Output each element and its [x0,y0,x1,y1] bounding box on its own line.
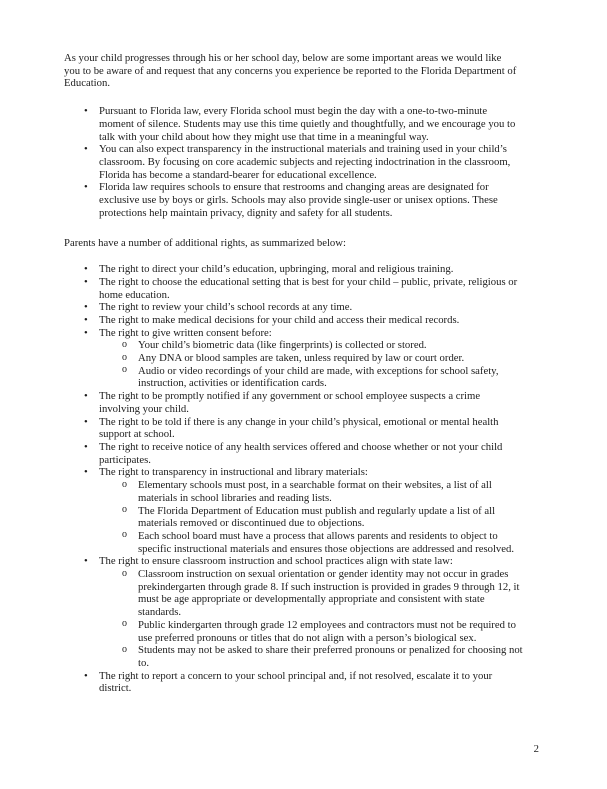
circle-bullet-icon: o [122,567,127,579]
list-item [64,181,566,219]
sub-list-item [99,619,566,644]
bullet-icon: • [84,669,88,682]
sub-bullet-list [99,339,566,390]
list-item-text: The right to transparency in instructional and library materials: [99,466,368,479]
bullet-icon: • [84,301,88,314]
sub-list-item-text: Any DNA or blood samples are taken, unless required by law or court order. [138,352,465,365]
bullet-icon: • [84,466,88,479]
list-item-text: You can also expect transparency in the instructional materials and training used in your child’s classroom. By focusing on core academic subjects and rejecting indoctrination in the classroom, Florida has become a standard-bearer for educational excellence. [99,143,511,181]
list-item [64,301,566,314]
sub-list-item [99,339,566,352]
sub-list-item [99,352,566,365]
list-item-text: The right to ensure classroom instruction and school practices align with state law: [99,555,453,568]
circle-bullet-icon: o [122,478,127,490]
sub-list-item-text: Your child’s biometric data (like fingerprints) is collected or stored. [138,339,427,352]
bullet-icon: • [84,263,88,276]
bullet-icon: • [84,555,88,568]
sub-list-item [99,568,566,619]
page-number: 2 [533,743,539,755]
sub-bullet-list [99,479,566,555]
bullet-icon: • [84,440,88,453]
list-item [64,143,566,181]
sub-list-item-text: Students may not be asked to share their preferred pronouns or penalized for choosing not to. [138,644,523,669]
list-item-text: The right to give written consent before: [99,326,272,339]
list-item [64,441,566,466]
circle-bullet-icon: o [122,529,127,541]
bullet-icon: • [84,415,88,428]
list-item [64,314,566,327]
bullet-icon: • [84,313,88,326]
list-item-text: The right to be told if there is any change in your child’s physical, emotional or mental health support at school. [99,415,499,441]
sub-list-item [99,505,566,530]
document-content [64,52,566,695]
bullet-icon: • [84,390,88,403]
sub-list-item [99,365,566,390]
bullet-list [64,263,566,695]
paragraph: As your child progresses through his or her school day, below are some important areas we would like you to be aware of and request that any concerns you experience be reported to the Florida Department of Education. [64,52,517,90]
circle-bullet-icon: o [122,351,127,363]
bullet-list [64,105,566,219]
list-item-text: The right to receive notice of any health services offered and choose whether or not your child participates. [99,440,503,466]
sub-list-item [99,530,566,555]
list-item-text: The right to report a concern to your school principal and, if not resolved, escalate it to your district. [99,669,493,695]
sub-list-item-text: Classroom instruction on sexual orientation or gender identity may not occur in grades prekindergarten through grade 8. If such instruction is provided in grades 9 through 12, it must be age appropriate or developmentally appropriate and consistent with state standards. [138,568,520,619]
list-item-text: Florida law requires schools to ensure that restrooms and changing areas are designated for exclusive use by boys or girls. Schools may also provide single-user or unisex options. These protections help maintain privacy, dignity and safety for all students. [99,181,498,219]
list-item-text: Pursuant to Florida law, every Florida school must begin the day with a one-to-two-minute moment of silence. Students may use this time quietly and thoughtfully, and we encourage you to talk with your child about how they might use that time in a meaningful way. [99,105,516,143]
circle-bullet-icon: o [122,618,127,630]
sub-bullet-list [99,568,566,670]
circle-bullet-icon: o [122,364,127,376]
bullet-icon: • [84,143,88,156]
bullet-icon: • [84,105,88,118]
circle-bullet-icon: o [122,338,127,350]
sub-list-item-text: The Florida Department of Education must publish and regularly update a list of all materials removed or discontinued due to objections. [138,504,496,530]
list-item [64,327,566,391]
list-item [64,276,566,301]
list-item [64,416,566,441]
list-item-text: The right to be promptly notified if any government or school employee suspects a crime involving your child. [99,390,481,415]
sub-list-item-text: Elementary schools must post, in a searchable format on their websites, a list of all materials in school libraries and reading lists. [138,479,492,504]
list-item-text: The right to choose the educational setting that is best for your child – public, private, religious or home education. [99,275,518,301]
sub-list-item [99,479,566,504]
list-item [64,390,566,415]
list-item [64,105,566,143]
list-item-text: The right to direct your child’s education, upbringing, moral and religious training. [99,263,454,276]
list-item [64,466,566,555]
list-item-text: The right to review your child’s school records at any time. [99,301,353,314]
bullet-icon: • [84,326,88,339]
bullet-icon: • [84,181,88,194]
sub-list-item-text: Each school board must have a process that allows parents and residents to object to specific instructional materials and ensures those objections are addressed and resolved. [138,529,515,555]
circle-bullet-icon: o [122,643,127,655]
circle-bullet-icon: o [122,504,127,515]
list-item [64,670,566,695]
sub-list-item [99,644,566,669]
paragraph: Parents have a number of additional rights, as summarized below: [64,237,346,250]
sub-list-item-text: Public kindergarten through grade 12 employees and contractors must not be required to use preferred pronouns or titles that do not align with a person’s biological sex. [138,618,516,644]
list-item-text: The right to make medical decisions for your child and access their medical records. [99,313,460,326]
list-item [64,555,566,669]
list-item [64,263,566,276]
sub-list-item-text: Audio or video recordings of your child are made, with exceptions for school safety, instruction, activities or identification cards. [138,364,499,390]
bullet-icon: • [84,275,88,288]
